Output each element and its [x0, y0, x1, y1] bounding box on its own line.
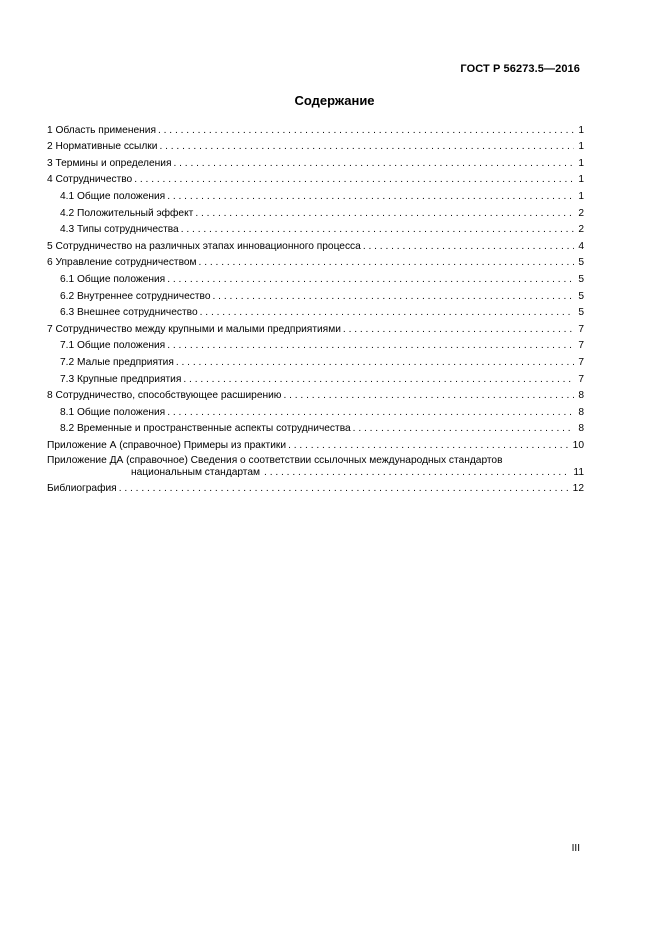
toc-entry[interactable] [47, 402, 584, 419]
toc-entry-label: Библиография [47, 483, 117, 495]
toc-entry-page: 1 [578, 124, 584, 136]
toc-entry-label: 6 Управление сотрудничеством [47, 257, 197, 269]
toc-entry-page: 12 [572, 483, 584, 495]
toc-entry-page: 2 [578, 207, 584, 219]
toc-entry-page: 7 [578, 323, 584, 335]
dot-leader [343, 324, 574, 336]
toc-entry-label-continued: национальным стандартам [131, 466, 261, 478]
toc-entry-label: 7.1 Общие положения [60, 340, 166, 352]
toc-entry-label: Приложение А (справочное) Примеры из практики [47, 439, 287, 451]
toc-entry-label: 6.2 Внутреннее сотрудничество [60, 290, 211, 302]
toc-entry-page: 8 [578, 423, 584, 435]
toc-entry-page: 7 [578, 373, 584, 385]
dot-leader [181, 224, 574, 236]
dot-leader [200, 307, 574, 319]
toc-entry[interactable] [47, 220, 584, 237]
dot-leader [363, 241, 574, 253]
toc-entry-page: 8 [578, 406, 584, 418]
toc-entry-label: 6.3 Внешнее сотрудничество [60, 307, 198, 319]
dot-leader [264, 467, 570, 479]
dot-leader [213, 291, 575, 303]
toc-entry-page: 1 [578, 174, 584, 186]
toc-entry-label: 8.2 Временные и пространственные аспекты сотрудничества [60, 423, 351, 435]
toc-entry-label: 4 Сотрудничество [47, 174, 133, 186]
toc-entry[interactable] [47, 435, 584, 452]
toc-entry-label: 2 Нормативные ссылки [47, 141, 158, 153]
dot-leader [119, 483, 570, 495]
page-title: Содержание [294, 93, 375, 108]
toc-entry-page: 7 [578, 356, 584, 368]
toc-entry[interactable] [47, 253, 584, 270]
dot-leader [158, 125, 574, 137]
toc-entry[interactable] [47, 203, 584, 220]
dot-leader [167, 407, 574, 419]
dot-leader [167, 340, 574, 352]
toc-entry-label: 6.1 Общие положения [60, 273, 166, 285]
toc-entry-label: 7.2 Малые предприятия [60, 356, 174, 368]
toc-entry[interactable] [47, 286, 584, 303]
toc-entry-label: 7.3 Крупные предприятия [60, 373, 182, 385]
toc-entry-label: 1 Область применения [47, 124, 156, 136]
toc-entry-page: 1 [578, 141, 584, 153]
toc-entry-label: 4.2 Положительный эффект [60, 207, 194, 219]
dot-leader [199, 257, 574, 269]
toc-entry-label: 8.1 Общие положения [60, 406, 166, 418]
document-header: ГОСТ Р 56273.5—2016 [460, 63, 580, 75]
toc-entry-page: 5 [578, 307, 584, 319]
toc-entry[interactable] [47, 419, 584, 436]
toc-entry[interactable] [47, 186, 584, 203]
toc-entry-bibliography[interactable] [47, 479, 584, 496]
toc-entry[interactable] [47, 386, 584, 403]
dot-leader [195, 208, 574, 220]
toc-entry[interactable] [47, 336, 584, 353]
dot-leader [167, 191, 574, 203]
dot-leader [167, 274, 574, 286]
toc-entry-page: 11 [573, 466, 584, 478]
toc-entry-page: 5 [578, 290, 584, 302]
toc-entry-page: 1 [578, 190, 584, 202]
toc-entry-label: 5 Сотрудничество на различных этапах инновационного процесса [47, 240, 361, 252]
toc-entry[interactable] [47, 137, 584, 154]
toc-entry[interactable] [47, 369, 584, 386]
toc-entry[interactable] [47, 303, 584, 320]
toc-entry-label: 7 Сотрудничество между крупными и малыми предприятиями [47, 323, 341, 335]
toc-entry-label: 8 Сотрудничество, способствующее расширению [47, 390, 282, 402]
page-number: III [571, 843, 580, 854]
toc-entry[interactable] [47, 269, 584, 286]
toc-entry[interactable] [47, 153, 584, 170]
dot-leader [173, 158, 574, 170]
toc-entry-label: 3 Термины и определения [47, 157, 172, 169]
dot-leader [183, 374, 574, 386]
dot-leader [134, 174, 574, 186]
toc-entry-page: 10 [572, 439, 584, 451]
toc-entry[interactable] [47, 120, 584, 137]
toc-entry-page: 1 [578, 157, 584, 169]
table-of-contents [47, 120, 584, 495]
toc-entry[interactable] [47, 236, 584, 253]
dot-leader [176, 357, 574, 369]
dot-leader [283, 390, 574, 402]
toc-entry[interactable] [47, 170, 584, 187]
toc-entry[interactable] [47, 319, 584, 336]
toc-entry-page: 4 [578, 240, 584, 252]
dot-leader [353, 423, 574, 435]
toc-entry-page: 5 [578, 273, 584, 285]
dot-leader [288, 440, 570, 452]
toc-entry-page: 7 [578, 340, 584, 352]
toc-entry-label: Приложение ДА (справочное) Сведения о соответствии ссылочных международных стандартов [47, 454, 503, 466]
toc-entry-label: 4.3 Типы сотрудничества [60, 224, 179, 236]
toc-entry-page: 8 [578, 390, 584, 402]
toc-entry-page: 5 [578, 257, 584, 269]
dot-leader [159, 141, 574, 153]
toc-entry[interactable] [47, 352, 584, 369]
toc-entry-page: 2 [578, 224, 584, 236]
toc-entry-appendix-da[interactable] [47, 452, 584, 479]
toc-entry-label: 4.1 Общие положения [60, 190, 166, 202]
